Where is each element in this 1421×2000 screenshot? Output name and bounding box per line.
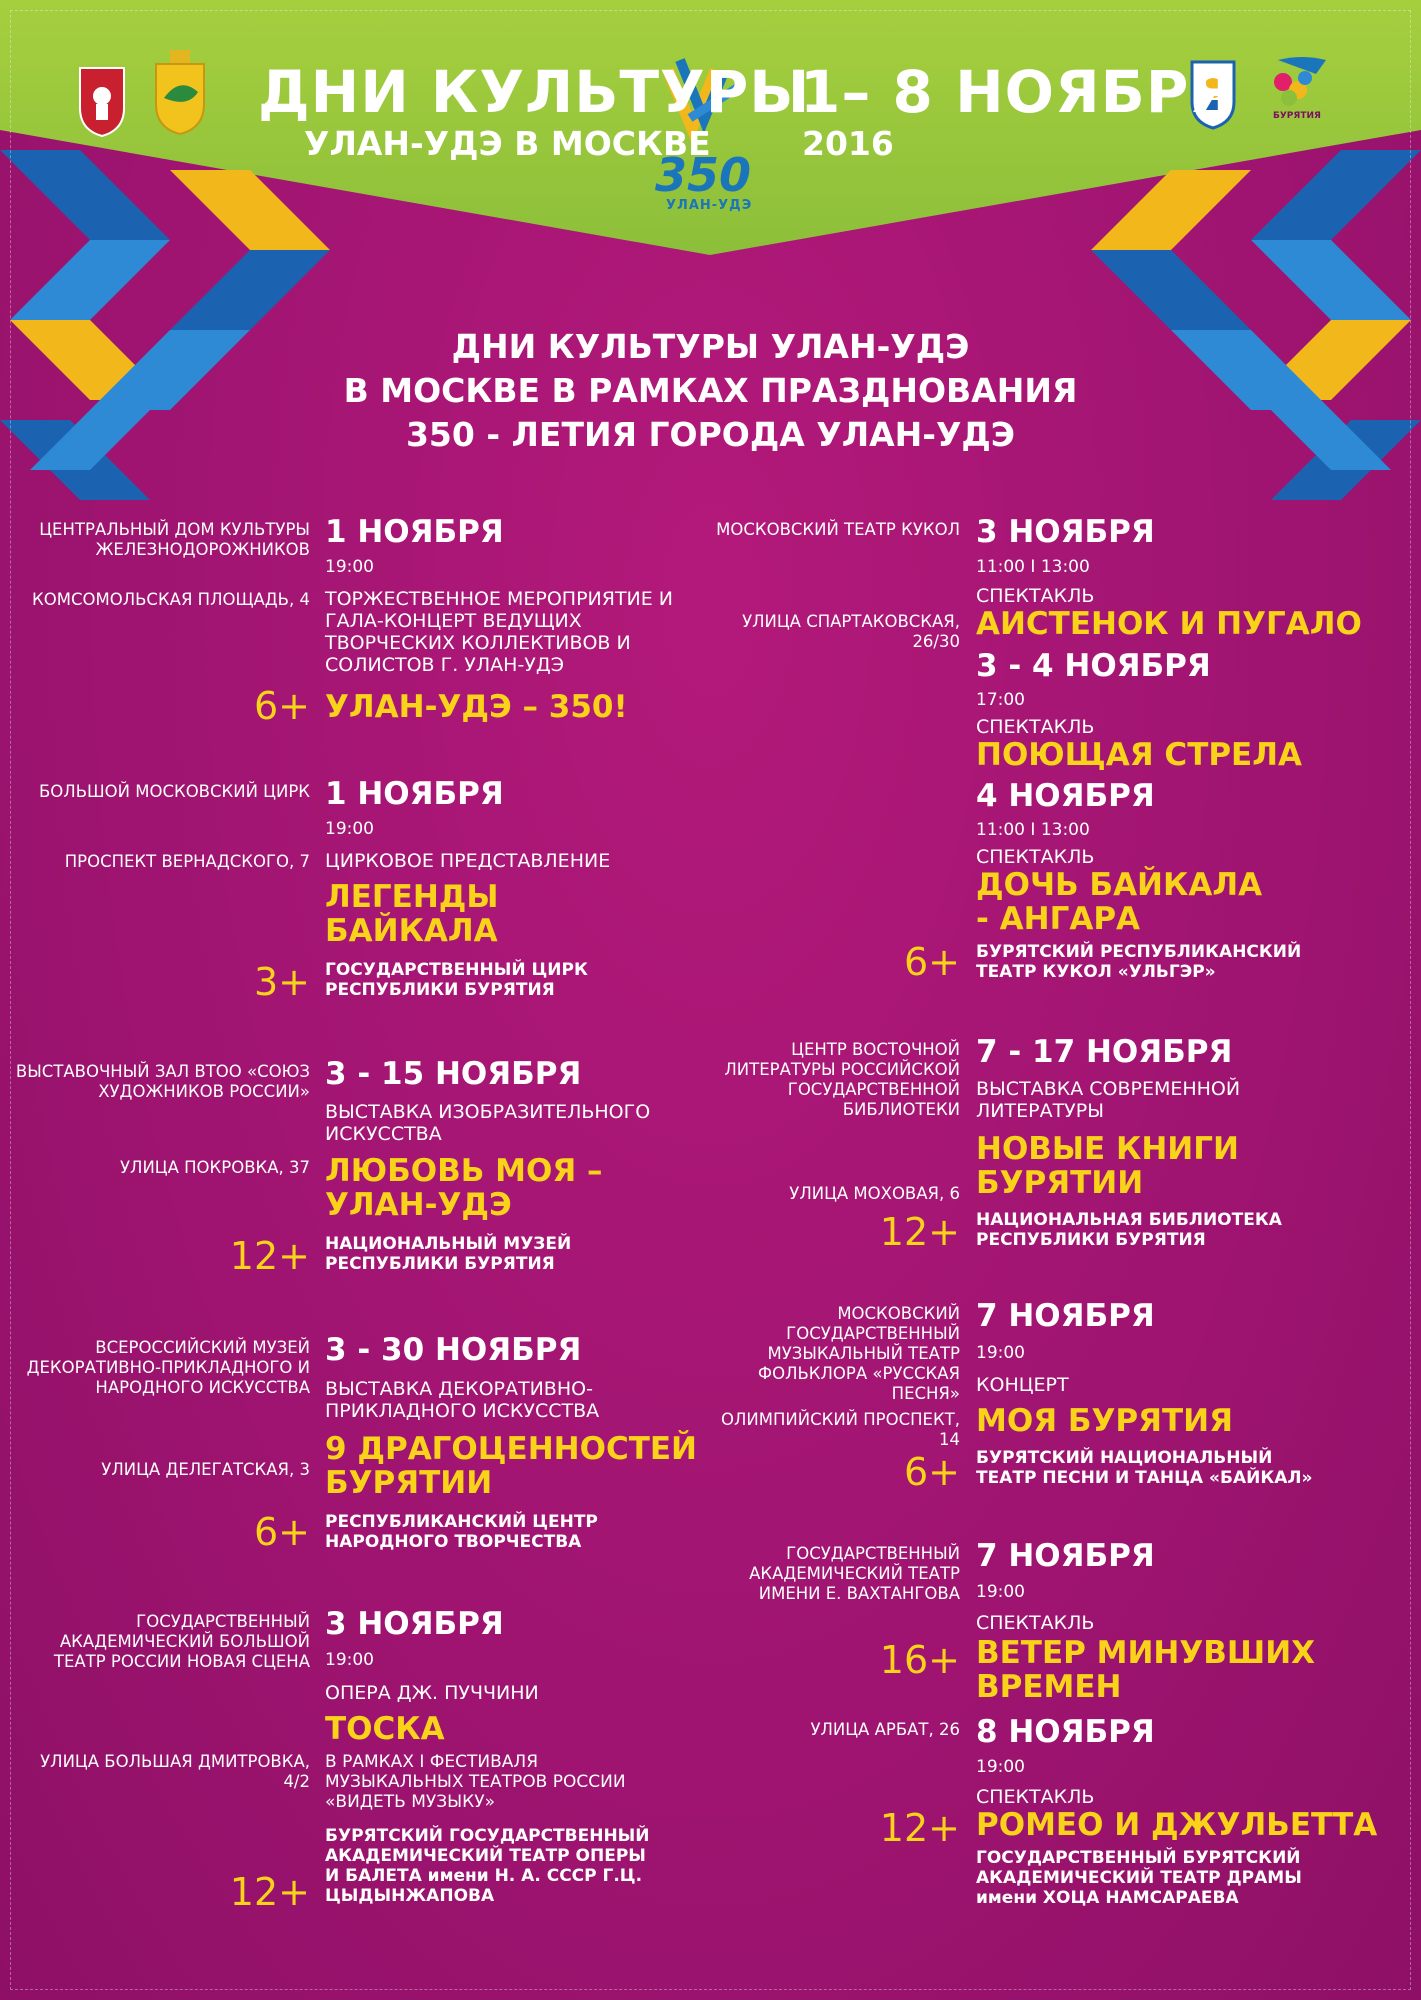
venue-address: ПРОСПЕКТ ВЕРНАДСКОГО, 7 xyxy=(64,852,310,871)
event-organizer: РЕСПУБЛИКАНСКИЙ ЦЕНТР НАРОДНОГО ТВОРЧЕСТВА xyxy=(325,1512,598,1552)
moscow-coat-of-arms-icon xyxy=(80,68,124,136)
event-title: НОВЫЕ КНИГИ БУРЯТИИ xyxy=(976,1131,1239,1201)
event-organizer: БУРЯТСКИЙ НАЦИОНАЛЬНЫЙ ТЕАТР ПЕСНИ И ТАНЦА «БАЙКАЛ» xyxy=(976,1448,1313,1488)
event-note: В РАМКАХ I ФЕСТИВАЛЯ МУЗЫКАЛЬНЫХ ТЕАТРОВ РОССИИ «ВИДЕТЬ МУЗЫКУ» xyxy=(325,1752,626,1812)
headline-line-2: В МОСКВЕ В РАМКАХ ПРАЗДНОВАНИЯ xyxy=(343,371,1078,410)
venue-name: ГОСУДАРСТВЕННЫЙ АКАДЕМИЧЕСКИЙ БОЛЬШОЙ ТЕАТР РОССИИ НОВАЯ СЦЕНА xyxy=(53,1612,310,1671)
event-time: 11:00 I 13:00 xyxy=(976,820,1090,840)
event-date: 7 НОЯБРЯ xyxy=(976,1298,1155,1334)
age-rating: 3+ xyxy=(253,960,310,1004)
event-organizer: ГОСУДАРСТВЕННЫЙ ЦИРК РЕСПУБЛИКИ БУРЯТИЯ xyxy=(325,960,588,1000)
event-date: 3 НОЯБРЯ xyxy=(976,514,1155,550)
venue-name: ВЫСТАВОЧНЫЙ ЗАЛ ВТОО «СОЮЗ ХУДОЖНИКОВ РОССИИ» xyxy=(15,1062,310,1101)
venue-address: УЛИЦА МОХОВАЯ, 6 xyxy=(789,1184,960,1203)
event-date: 3 - 15 НОЯБРЯ xyxy=(325,1056,582,1092)
venue-address: УЛИЦА АРБАТ, 26 xyxy=(810,1720,960,1739)
event-date: 7 - 17 НОЯБРЯ xyxy=(976,1034,1233,1070)
age-rating: 6+ xyxy=(903,1450,960,1494)
event-organizer: БУРЯТСКИЙ ГОСУДАРСТВЕННЫЙ АКАДЕМИЧЕСКИЙ ТЕАТР ОПЕРЫ И БАЛЕТА имени Н. А. СССР Г.Ц. ЦЫДЫНЖАПОВА xyxy=(325,1826,650,1906)
age-rating: 12+ xyxy=(229,1870,310,1914)
event-title: ЛЮБОВЬ МОЯ – УЛАН-УДЭ xyxy=(325,1153,603,1223)
headline-line-3: 350 - ЛЕТИЯ ГОРОДА УЛАН-УДЭ xyxy=(405,415,1016,454)
headline-line-1: ДНИ КУЛЬТУРЫ УЛАН-УДЭ xyxy=(451,327,970,366)
event-title: ТОСКА xyxy=(325,1711,445,1747)
age-rating: 12+ xyxy=(879,1210,960,1254)
age-rating: 12+ xyxy=(879,1806,960,1850)
event-time: 11:00 I 13:00 xyxy=(976,557,1090,577)
event-organizer: БУРЯТСКИЙ РЕСПУБЛИКАНСКИЙ ТЕАТР КУКОЛ «УЛЬГЭР» xyxy=(976,942,1302,982)
event-description: ОПЕРА ДЖ. ПУЧЧИНИ xyxy=(325,1682,539,1704)
header-title: ДНИ КУЛЬТУРЫ xyxy=(258,58,811,126)
event-title: ЛЕГЕНДЫ БАЙКАЛА xyxy=(325,879,499,949)
age-rating: 12+ xyxy=(229,1234,310,1278)
event-title: АИСТЕНОК И ПУГАЛО xyxy=(976,606,1362,642)
event-kind: СПЕКТАКЛЬ xyxy=(976,1612,1095,1634)
event-organizer: ГОСУДАРСТВЕННЫЙ БУРЯТСКИЙ АКАДЕМИЧЕСКИЙ ТЕАТР ДРАМЫ имени ХОЦА НАМСАРАЕВА xyxy=(976,1848,1302,1908)
event-date: 3 НОЯБРЯ xyxy=(325,1606,504,1642)
event-date: 4 НОЯБРЯ xyxy=(976,778,1155,814)
venue-name: ГОСУДАРСТВЕННЫЙ АКАДЕМИЧЕСКИЙ ТЕАТР ИМЕНИ Е. ВАХТАНГОВА xyxy=(749,1544,960,1603)
event-time: 17:00 xyxy=(976,690,1025,710)
event-kind: СПЕКТАКЛЬ xyxy=(976,716,1095,738)
header-year: 2016 xyxy=(802,124,894,163)
venue-name: ВСЕРОССИЙСКИЙ МУЗЕЙ ДЕКОРАТИВНО-ПРИКЛАДНОГО И НАРОДНОГО ИСКУССТВА xyxy=(26,1338,310,1397)
venue-address: КОМСОМОЛЬСКАЯ ПЛОЩАДЬ, 4 xyxy=(32,590,310,609)
venue-address: УЛИЦА СПАРТАКОВСКАЯ, 26/30 xyxy=(742,612,960,651)
header-subtitle: УЛАН-УДЭ В МОСКВЕ xyxy=(304,124,711,163)
logo-city: УЛАН-УДЭ xyxy=(666,198,753,213)
age-rating: 6+ xyxy=(253,684,310,728)
age-rating: 6+ xyxy=(903,940,960,984)
event-kind: СПЕКТАКЛЬ xyxy=(976,585,1095,607)
event-date: 7 НОЯБРЯ xyxy=(976,1538,1155,1574)
venue-address: ОЛИМПИЙСКИЙ ПРОСПЕКТ, 14 xyxy=(721,1410,960,1449)
venue-name: ЦЕНТР ВОСТОЧНОЙ ЛИТЕРАТУРЫ РОССИЙСКОЙ ГОСУДАРСТВЕННОЙ БИБЛИОТЕКИ xyxy=(724,1040,960,1119)
logo-number: 350 xyxy=(655,148,752,202)
age-rating: 6+ xyxy=(253,1510,310,1554)
event-time: 19:00 xyxy=(976,1757,1025,1777)
header-dates: 1– 8 НОЯБРЯ xyxy=(800,58,1235,126)
venue-address: УЛИЦА ПОКРОВКА, 37 xyxy=(120,1158,310,1177)
venue-address: УЛИЦА БОЛЬШАЯ ДМИТРОВКА, 4/2 xyxy=(40,1752,310,1791)
event-title: УЛАН-УДЭ – 350! xyxy=(325,689,628,725)
event-title: ВЕТЕР МИНУВШИХ ВРЕМЕН xyxy=(976,1635,1316,1705)
event-organizer: НАЦИОНАЛЬНЫЙ МУЗЕЙ РЕСПУБЛИКИ БУРЯТИЯ xyxy=(325,1234,572,1274)
venue-name: БОЛЬШОЙ МОСКОВСКИЙ ЦИРК xyxy=(38,782,310,801)
event-date: 1 НОЯБРЯ xyxy=(325,514,504,550)
event-date: 1 НОЯБРЯ xyxy=(325,776,504,812)
event-date: 3 - 30 НОЯБРЯ xyxy=(325,1332,582,1368)
buryatia-logo-text: БУРЯТИЯ xyxy=(1273,111,1321,121)
event-title: МОЯ БУРЯТИЯ xyxy=(976,1403,1233,1439)
headline xyxy=(0,325,1421,457)
venue-name: ЦЕНТРАЛЬНЫЙ ДОМ КУЛЬТУРЫ ЖЕЛЕЗНОДОРОЖНИКОВ xyxy=(39,520,310,559)
event-time: 19:00 xyxy=(976,1582,1025,1602)
event-title: РОМЕО И ДЖУЛЬЕТТА xyxy=(976,1807,1378,1843)
venue-name: МОСКОВСКИЙ ГОСУДАРСТВЕННЫЙ МУЗЫКАЛЬНЫЙ ТЕАТР ФОЛЬКЛОРА «РУССКАЯ ПЕСНЯ» xyxy=(757,1304,960,1403)
venue-address: УЛИЦА ДЕЛЕГАТСКАЯ, 3 xyxy=(101,1460,310,1479)
event-description: КОНЦЕРТ xyxy=(976,1374,1069,1396)
event-time: 19:00 xyxy=(976,1343,1025,1363)
event-date: 8 НОЯБРЯ xyxy=(976,1714,1155,1750)
event-title: ДОЧЬ БАЙКАЛА - АНГАРА xyxy=(976,867,1263,937)
event-date: 3 - 4 НОЯБРЯ xyxy=(976,648,1211,684)
event-description: ЦИРКОВОЕ ПРЕДСТАВЛЕНИЕ xyxy=(325,850,611,872)
event-title: ПОЮЩАЯ СТРЕЛА xyxy=(976,737,1302,773)
event-description: ВЫСТАВКА ИЗОБРАЗИТЕЛЬНОГО ИСКУССТВА xyxy=(325,1101,651,1145)
age-rating: 16+ xyxy=(879,1638,960,1682)
event-time: 19:00 xyxy=(325,557,374,577)
event-kind: СПЕКТАКЛЬ xyxy=(976,1786,1095,1808)
event-title: 9 ДРАГОЦЕННОСТЕЙ БУРЯТИИ xyxy=(325,1431,697,1501)
event-description: ВЫСТАВКА СОВРЕМЕННОЙ ЛИТЕРАТУРЫ xyxy=(976,1078,1241,1122)
event-time: 19:00 xyxy=(325,1650,374,1670)
event-description: ТОРЖЕСТВЕННОЕ МЕРОПРИЯТИЕ И ГАЛА-КОНЦЕРТ ВЕДУЩИХ ТВОРЧЕСКИХ КОЛЛЕКТИВОВ И СОЛИСТОВ Г. УЛАН-УДЭ xyxy=(325,588,674,676)
event-description: ВЫСТАВКА ДЕКОРАТИВНО-ПРИКЛАДНОГО ИСКУССТВА xyxy=(325,1378,600,1422)
venue-name: МОСКОВСКИЙ ТЕАТР КУКОЛ xyxy=(716,520,960,539)
event-time: 19:00 xyxy=(325,819,374,839)
event-organizer: НАЦИОНАЛЬНАЯ БИБЛИОТЕКА РЕСПУБЛИКИ БУРЯТИЯ xyxy=(976,1210,1282,1250)
event-kind: СПЕКТАКЛЬ xyxy=(976,846,1095,868)
